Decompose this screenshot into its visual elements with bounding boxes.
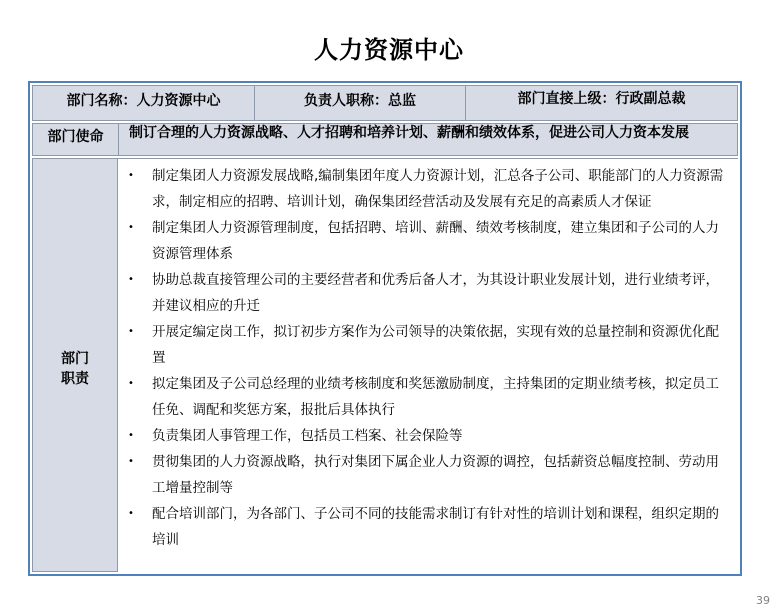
leader-title-cell: 负责人职称：总监 [255,86,466,120]
duty-text: 贯彻集团的人力资源战略，执行对集团下属企业人力资源的调控，包括薪资总幅度控制、劳动用工增量控制等 [152,454,719,496]
list-item [118,267,738,319]
page-title: 人力资源中心 [314,36,464,64]
superior-cell: 部门直接上级：行政副总裁 [517,91,686,107]
list-item [118,423,738,449]
bullet-icon: • [128,430,134,441]
duties-label-line2: 职责 [61,371,89,387]
duties-label-cell [32,158,118,572]
page-number: 39 [756,594,770,607]
list-item [118,501,738,553]
bullet-icon: • [128,170,134,181]
duty-text: 负责集团人事管理工作，包括员工档案、社会保险等 [152,428,463,444]
list-item [118,449,738,501]
list-item [118,215,738,267]
list-item [118,371,738,423]
list-item [118,163,738,215]
mission-text: 制订合理的人力资源战略、人才招聘和培养计划、薪酬和绩效体系，促进公司人力资本发展 [129,125,689,141]
duty-text: 协助总裁直接管理公司的主要经营者和优秀后备人才，为其设计职业发展计划，进行业绩考评，并建议相应的升迁 [152,272,719,314]
bullet-icon: • [128,508,134,519]
duties-list [118,163,738,553]
duties-label-line1: 部门 [61,351,89,367]
duties-list-cell [118,158,738,572]
dept-name-cell: 部门名称：人力资源中心 [33,86,255,120]
mission-row [32,123,738,156]
duty-text: 制定集团人力资源管理制度，包括招聘、培训、薪酬、绩效考核制度，建立集团和子公司的人力资源管理体系 [152,220,719,262]
bullet-icon: • [128,222,134,233]
duty-text: 配合培训部门，为各部门、子公司不同的技能需求制订有针对性的培训计划和课程，组织定期的培训 [152,506,719,548]
bullet-icon: • [128,326,134,337]
mission-label: 部门使命 [33,124,119,155]
duties-row [32,158,738,572]
department-table [28,81,742,576]
bullet-icon: • [128,378,134,389]
list-item [118,319,738,371]
bullet-icon: • [128,456,134,467]
duty-text: 开展定编定岗工作，拟订初步方案作为公司领导的决策依据，实现有效的总量控制和资源优化配置 [152,324,719,366]
duties-label [33,349,117,389]
duty-text: 拟定集团及子公司总经理的业绩考核制度和奖惩激励制度，主持集团的定期业绩考核，拟定员工任免、调配和奖惩方案，报批后具体执行 [152,376,719,418]
duty-text: 制定集团人力资源发展战略,编制集团年度人力资源计划，汇总各子公司、职能部门的人力资源需求，制定相应的招聘、培训计划，确保集团经营活动及发展有充足的高素质人才保证 [152,168,724,210]
header-row [32,85,738,121]
bullet-icon: • [128,274,134,285]
